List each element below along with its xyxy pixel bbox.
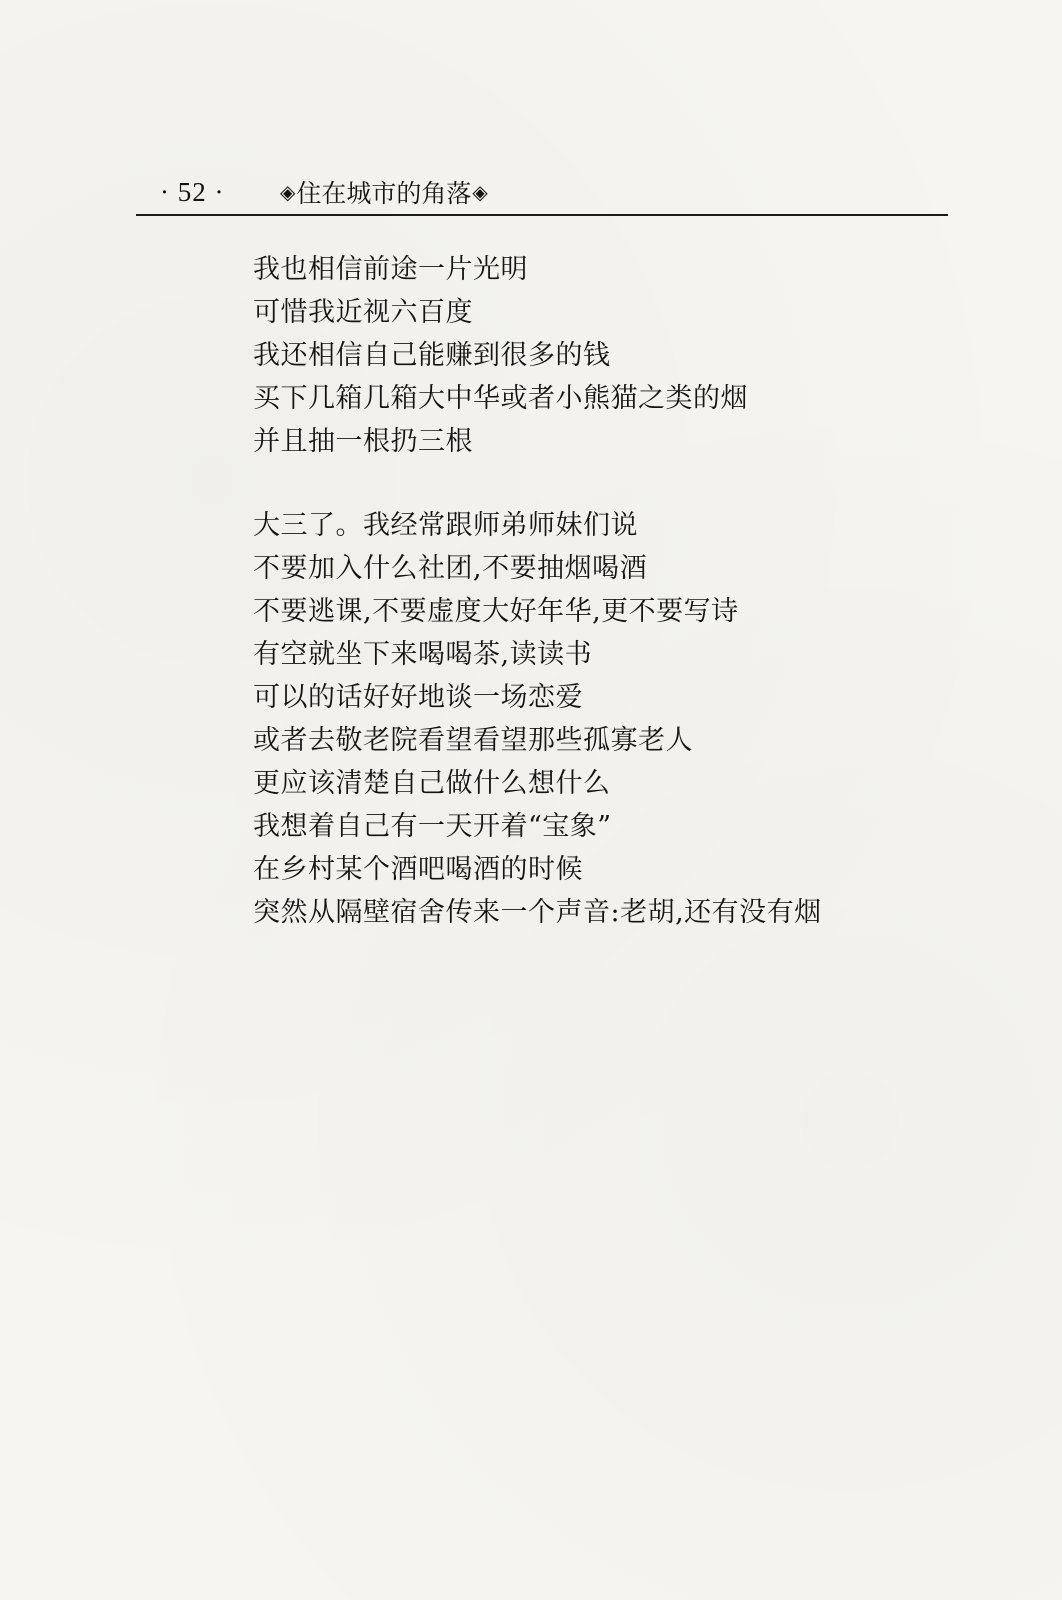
poem-line: 突然从隔壁宿舍传来一个声音:老胡,还有没有烟 bbox=[253, 897, 822, 928]
poem-line: 更应该清楚自己做什么想什么 bbox=[253, 768, 611, 799]
poem-line: 或者去敬老院看望看望那些孤寡老人 bbox=[253, 725, 693, 756]
book-title: 住在城市的角落 bbox=[296, 179, 472, 208]
stanza bbox=[253, 248, 953, 463]
poem-line: 我想着自己有一天开着“宝象” bbox=[253, 811, 612, 842]
header-rule bbox=[136, 214, 948, 216]
poem-line: 我还相信自己能赚到很多的钱 bbox=[253, 340, 611, 371]
poem-line: 可惜我近视六百度 bbox=[253, 297, 473, 328]
diamond-ornament-icon: ◈ bbox=[472, 180, 488, 204]
diamond-ornament-icon: ◈ bbox=[280, 180, 296, 204]
page-number: · 52 · bbox=[160, 176, 225, 207]
poem-line: 在乡村某个酒吧喝酒的时候 bbox=[253, 854, 583, 885]
poem-line: 我也相信前途一片光明 bbox=[253, 254, 528, 285]
stanza bbox=[253, 504, 953, 934]
poem-line: 不要加入什么社团,不要抽烟喝酒 bbox=[253, 553, 648, 584]
poem-line: 有空就坐下来喝喝茶,读读书 bbox=[253, 639, 593, 670]
poem-line: 不要逃课,不要虚度大好年华,更不要写诗 bbox=[253, 596, 739, 627]
poem-line: 并且抽一根扔三根 bbox=[253, 426, 473, 457]
running-title bbox=[280, 174, 488, 210]
poem-line: 买下几箱几箱大中华或者小熊猫之类的烟 bbox=[253, 383, 748, 414]
poem-line: 大三了。我经常跟师弟师妹们说 bbox=[253, 510, 638, 541]
poem-body bbox=[253, 248, 953, 934]
running-header bbox=[160, 172, 488, 212]
poem-line: 可以的话好好地谈一场恋爱 bbox=[253, 682, 583, 713]
